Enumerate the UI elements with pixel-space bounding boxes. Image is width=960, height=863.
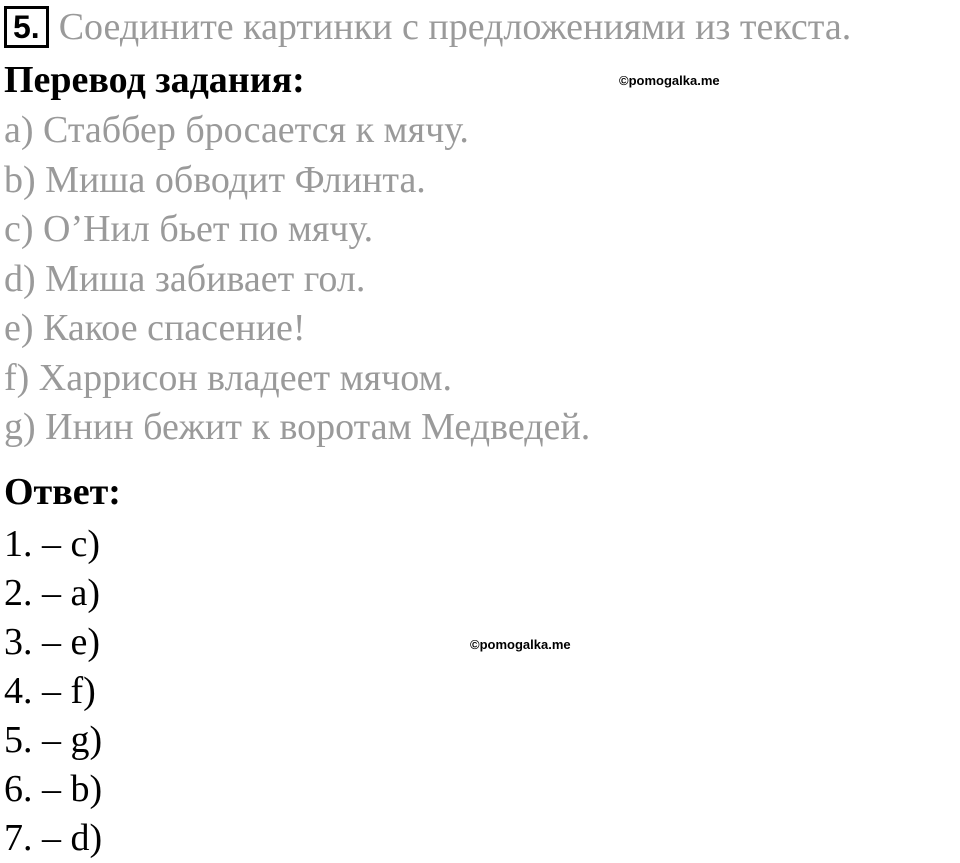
- answer-item: 2. – a): [4, 572, 101, 614]
- answer-item: 1. – c): [4, 523, 101, 565]
- task-instruction: Соедините картинки с предложениями из текста.: [58, 6, 852, 48]
- translation-item: f) Харрисон владеет мячом.: [4, 356, 453, 399]
- answer-list: [4, 520, 102, 863]
- translation-list: [4, 106, 590, 453]
- answer-item: 7. – d): [4, 817, 103, 859]
- translation-item: a) Стаббер бросается к мячу.: [4, 109, 469, 151]
- translation-item: g) Инин бежит к воротам Медведей.: [4, 406, 591, 448]
- translation-item: c) О’Нил бьет по мячу.: [4, 208, 374, 250]
- watermark-middle: ©pomogalka.me: [470, 637, 571, 652]
- answer-title: Ответ:: [4, 471, 121, 513]
- watermark-top: ©pomogalka.me: [619, 73, 720, 88]
- translation-title: Перевод задания:: [4, 59, 305, 101]
- answer-item: 6. – b): [4, 768, 103, 810]
- translation-item: e) Какое спасение!: [4, 307, 306, 349]
- translation-item: b) Миша обводит Флинта.: [4, 158, 426, 201]
- translation-item: d) Миша забивает гол.: [4, 257, 366, 300]
- answer-item: 3. – e): [4, 621, 101, 663]
- answer-item: 4. – f): [4, 670, 96, 712]
- answer-item: 5. – g): [4, 719, 103, 761]
- task-number-box: 5.: [4, 6, 49, 48]
- task-header: [4, 4, 851, 50]
